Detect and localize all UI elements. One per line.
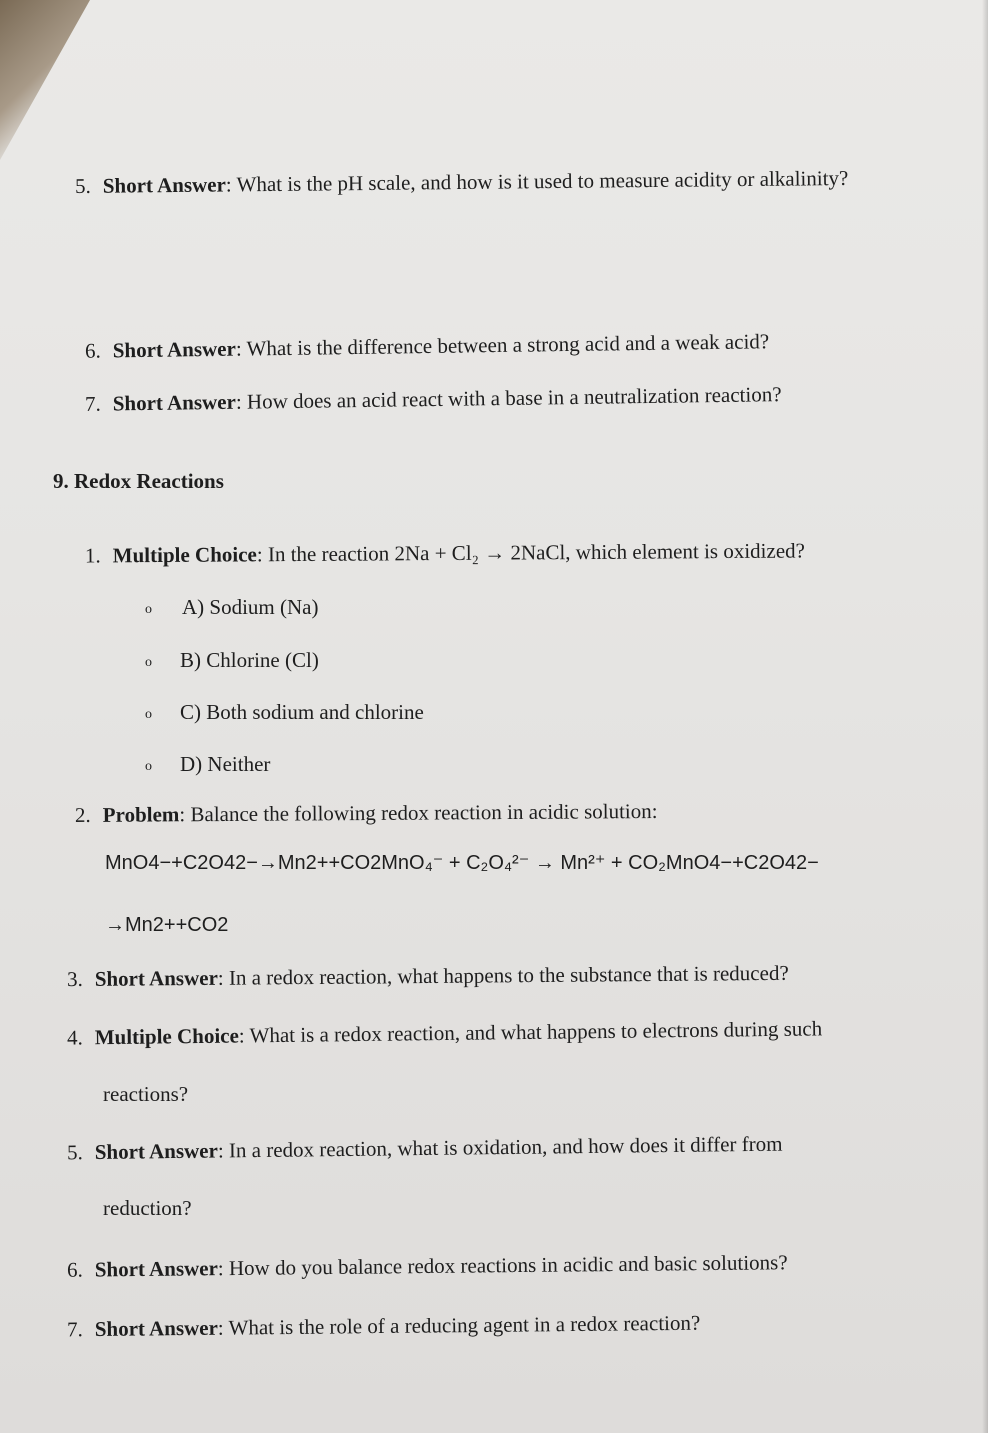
section-title: 9. Redox Reactions [53,469,224,493]
question-number: 4. [66,1025,83,1050]
question-type: Short Answer [102,172,226,198]
question-text: : What is the role of a reducing agent in a redox reaction? [217,1310,701,1340]
question-text: : In a redox reaction, what happens to the substance that is reduced? [217,960,789,990]
question-5-redox [66,1131,783,1165]
question-number: 1. [84,543,101,568]
question-text: : In a redox reaction, what is oxidation, and how does it differ from [217,1131,783,1163]
option-d: D) Neither [180,752,271,776]
question-type: Problem [102,802,180,827]
equation-line-2: →Mn2++CO2 [105,914,229,936]
question-number: 2. [74,802,91,828]
question-number: 7. [66,1317,83,1342]
question-type: Short Answer [94,965,218,991]
question-5-acids [74,165,849,199]
question-type: Multiple Choice [112,542,257,568]
page-corner-shadow [0,0,90,160]
equation-line-1: MnO4−+C2O42−→Mn2++CO2MnO₄⁻ + C₂O₄²⁻ → Mn²⁺ + CO₂MnO4−+C2O42− [105,852,819,874]
question-number: 3. [66,967,83,992]
question-type: Short Answer [112,389,237,416]
question-type: Multiple Choice [94,1023,239,1050]
question-text: : What is the difference between a strong acid and a weak acid? [235,329,770,361]
question-type: Short Answer [112,336,237,363]
question-7-acids [85,384,782,415]
question-4-redox [67,1018,822,1048]
option-b: B) Chlorine (Cl) [180,648,319,672]
question-text: : What is the pH scale, and how is it used to measure acidity or alkalinity? [225,165,849,197]
option-bullet: o [145,602,152,617]
question-6-redox [67,1252,788,1281]
question-number: 6. [66,1257,83,1282]
question-text: : Balance the following redox reaction in acidic solution: [179,798,658,827]
question-type: Short Answer [94,1315,218,1342]
question-text: : How does an acid react with a base in a neutralization reaction? [235,382,782,414]
question-6-acids [85,331,769,362]
page-edge-shadow [982,0,988,1433]
option-bullet: o [145,655,152,670]
question-number: 5. [74,173,91,199]
question-type: Short Answer [94,1256,218,1282]
option-a: A) Sodium (Na) [182,595,319,619]
question-3-redox [66,960,789,992]
question-number: 7. [84,391,101,416]
question-1-redox [85,540,805,566]
question-text: : What is a redox reaction, and what happens to electrons during such [238,1016,823,1048]
question-4-continuation: reactions? [103,1082,189,1106]
question-7-redox [66,1310,701,1342]
question-number: 5. [66,1140,83,1165]
option-bullet: o [145,759,152,774]
question-text: : How do you balance redox reactions in acidic and basic solutions? [217,1250,788,1281]
question-text: : In the reaction 2Na + Cl₂ → 2NaCl, which element is oxidized? [256,538,806,567]
question-5-continuation: reduction? [103,1196,192,1220]
option-c: C) Both sodium and chlorine [180,700,424,724]
question-number: 6. [84,338,101,363]
option-bullet: o [145,707,152,722]
question-type: Short Answer [94,1138,218,1165]
question-2-redox [74,798,658,828]
